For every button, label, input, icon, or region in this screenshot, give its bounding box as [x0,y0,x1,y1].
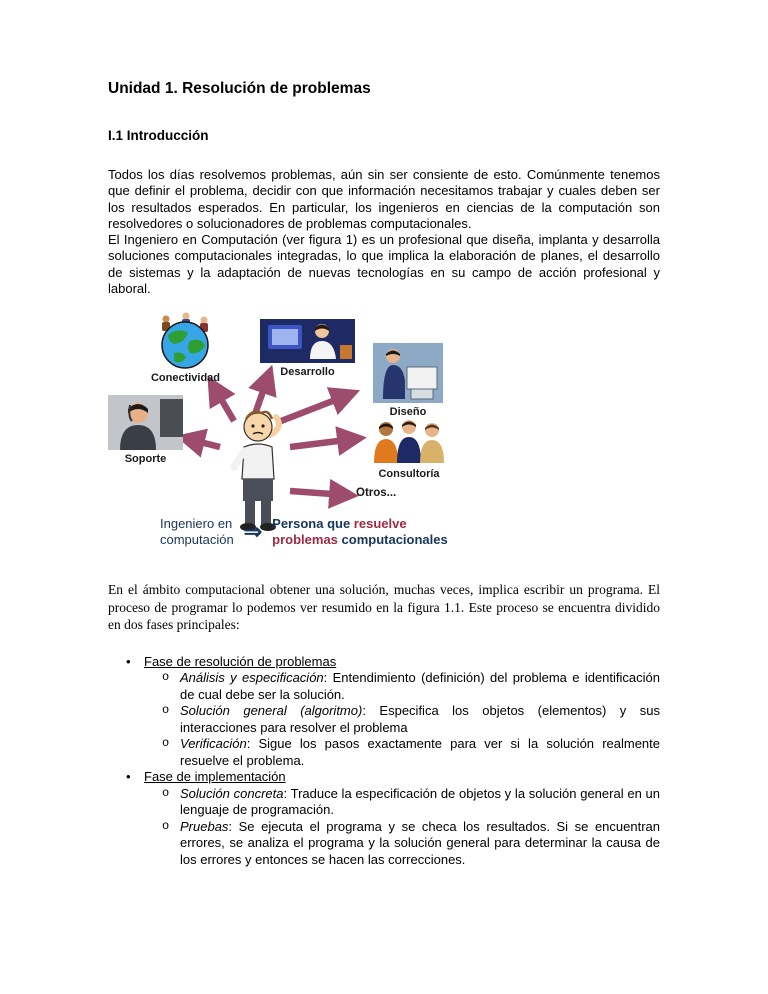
role-conectividad [138,311,233,384]
item-lead: Solución general (algoritmo) [180,703,363,719]
role-consultoria [370,419,448,480]
item-text: : Entendimiento (definición) del problema e identificación de cual debe ser la solución. [180,670,660,702]
list-subitem [108,703,660,736]
sub-bullet-icon: o [162,670,170,685]
figure-engineer-roles [108,311,660,563]
sub-bullet-icon: o [162,785,170,800]
sub-bullet-icon: o [162,736,170,751]
item-lead: Verificación [180,736,247,752]
caption-left-line1: Ingeniero en [160,516,233,531]
support-person-headset-image [108,395,183,450]
role-soporte [108,395,183,465]
developer-at-computer-image [260,319,355,363]
double-arrow-icon: ⇒ [243,519,263,545]
phase-title: Fase de implementación [144,769,286,785]
caption-right-2b: computacionales [337,532,448,548]
list-subitem [108,670,660,703]
label-conectividad: Conectividad [150,372,221,384]
phases-list [108,654,660,869]
label-otros: Otros... [356,487,397,499]
caption-left-line2: computación [160,532,234,548]
sub-bullet-icon: o [162,818,170,833]
label-consultoria: Consultoría [378,468,440,480]
label-desarrollo: Desarrollo [280,366,335,378]
item-lead: Pruebas [180,818,229,834]
caption-left [160,516,234,549]
caption-right [272,516,448,549]
confused-engineer-image [226,407,294,532]
label-soporte: Soporte [124,453,167,465]
caption-right-1a: Persona que [272,516,354,531]
caption-right-1b: resuelve [353,516,407,531]
sub-bullet-icon: o [162,703,170,718]
group-of-people-image [370,419,448,465]
middle-paragraph: En el ámbito computacional obtener una solución, muchas veces, implica escribir un programa. El proceso de programar lo podemos ver resumido en la figura 1.1. Este proceso se encuentra dividido en dos fases principales: [108,582,660,633]
bullet-icon: • [126,769,131,785]
label-diseno: Diseño [389,406,427,418]
item-lead: Análisis y especificación [180,670,324,686]
globe-people-image [138,311,233,369]
intro-paragraph-part1: Todos los días resolvemos problemas, aún sin ser consiente de esto. Comúnmente tenemos que definir el problema, decidir con que información necesitamos trabajar y cuales deben ser los resultados esperados. En particular, los ingenieros en ciencias de la computación son resolvedores o solucionadores de problemas computacionales. [108,167,660,231]
list-subitem [108,786,660,819]
item-lead: Solución concreta [180,785,284,801]
role-desarrollo [260,319,355,378]
list-subitem [108,736,660,769]
figure-caption [160,516,448,549]
list-subitem [108,819,660,869]
list-item-phase2 [108,769,660,786]
list-item-phase1 [108,654,660,671]
section-heading: I.1 Introducción [108,128,209,143]
intro-paragraph-part2: El Ingeniero en Computación (ver figura 1) es un profesional que diseña, implanta y desarrolla soluciones computacionales integradas, lo que implica la elaboración de planes, el desarrollo de sistemas y la adaptación de nuevas tecnologías en su campo de acción profesional y laboral. [108,232,660,296]
role-diseno [373,343,443,418]
person-at-machine-image [373,343,443,403]
item-text: : Sigue los pasos exactamente para ver si la solución realmente resuelve el problema. [180,736,660,768]
item-text: : Especifica los objetos (elementos) y sus interacciones para resolver el problema [180,703,660,735]
bullet-icon: • [126,653,131,669]
phase-title: Fase de resolución de problemas [144,653,337,669]
item-text: : Traduce la especificación de objetos y la solución general en un lenguaje de programación. [180,785,661,818]
document-title: Unidad 1. Resolución de problemas [108,80,371,97]
caption-right-2a: problemas [272,532,338,548]
intro-paragraph [108,167,660,297]
item-text: : Se ejecuta el programa y se checa los resultados. Si se encuentran errores, se analiza el programa y la solución general para determinar la causa de los errores y entonces se hacen las correcciones. [180,818,660,867]
